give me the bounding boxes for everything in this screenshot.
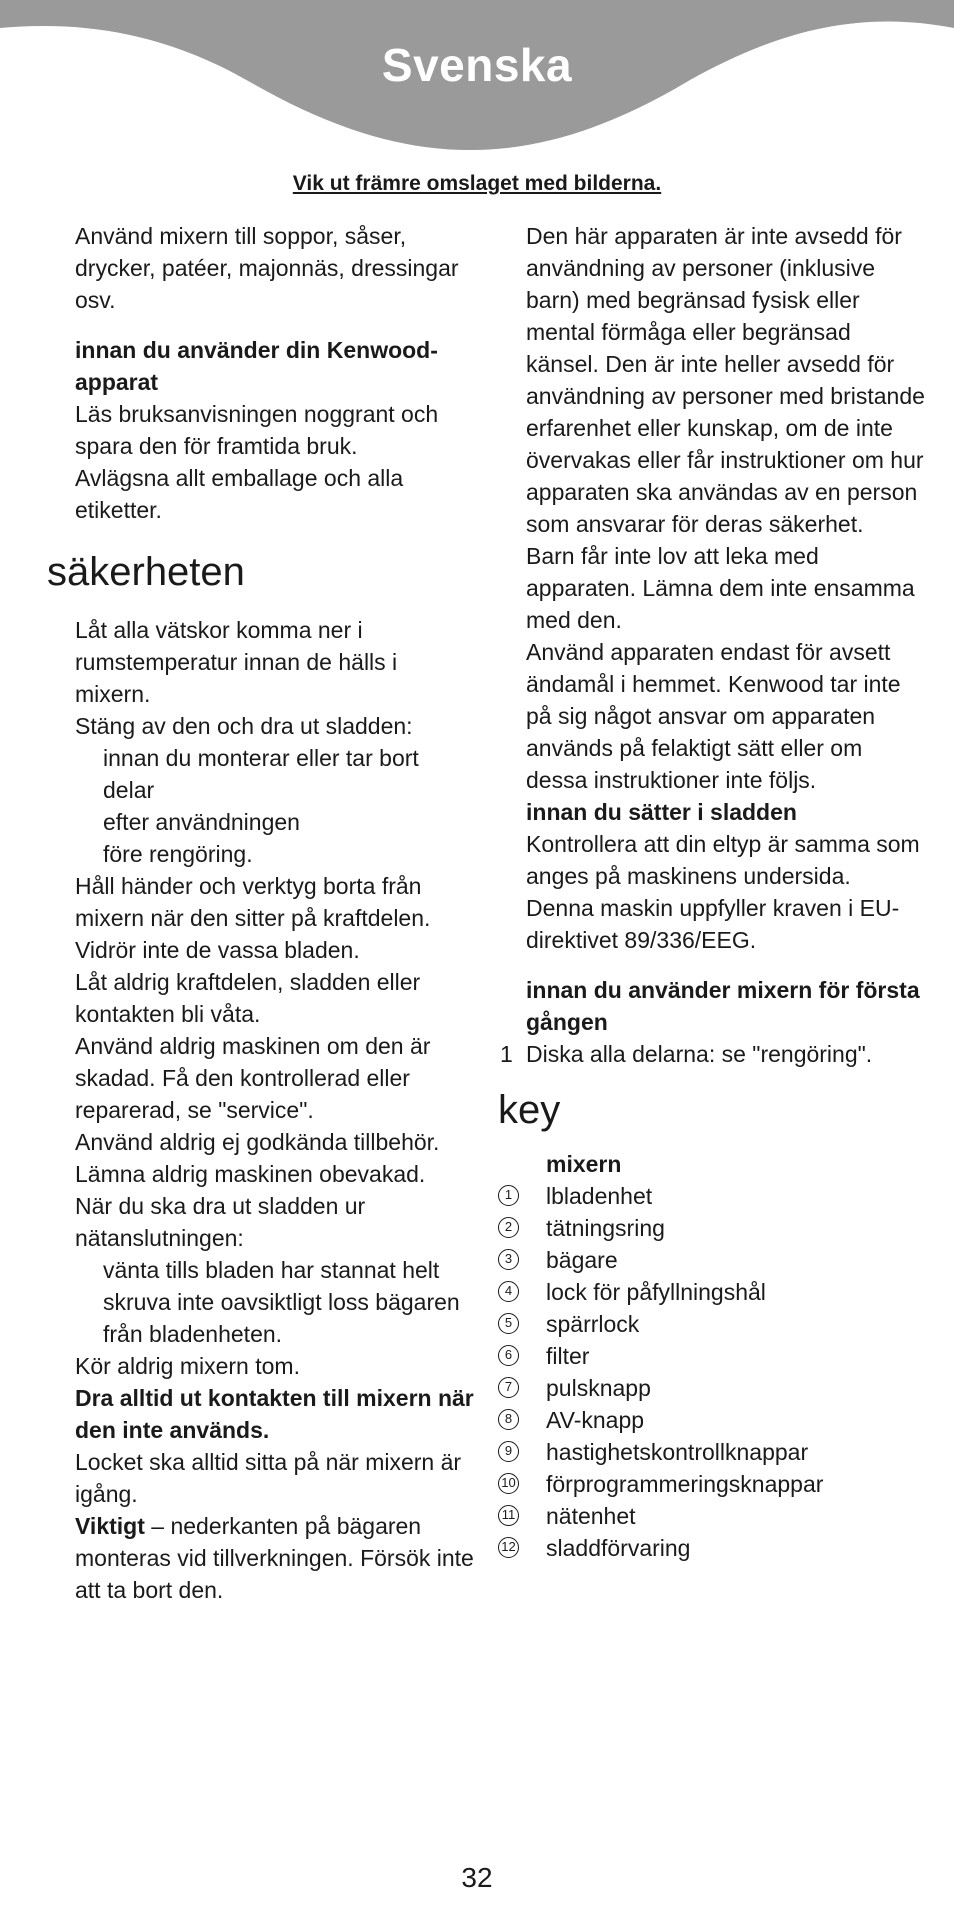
before-use-heading: innan du använder din Kenwood-apparat	[75, 337, 438, 395]
key-label: förprogrammeringsknappar	[546, 1471, 824, 1497]
important-label: Viktigt	[75, 1513, 145, 1539]
key-label: lock för påfyllningshål	[546, 1279, 766, 1305]
key-label: AV-knapp	[546, 1407, 645, 1433]
key-number: 11	[498, 1505, 519, 1526]
key-subheading: mixern	[546, 1151, 622, 1177]
header-banner	[0, 0, 954, 160]
key-label: lbladenhet	[546, 1183, 653, 1209]
safety-item: Stäng av den och dra ut sladden:	[75, 713, 413, 739]
key-item	[504, 1404, 926, 1436]
key-number: 2	[498, 1217, 519, 1238]
plug-heading: innan du sätter i sladden	[526, 799, 797, 825]
key-item	[504, 1244, 926, 1276]
step-text: Diska alla delarna: se "rengöring".	[526, 1041, 873, 1067]
key-number: 6	[498, 1345, 519, 1366]
right-column	[498, 220, 926, 1564]
safety-subitem: innan du monterar eller tar bort delar	[103, 745, 419, 803]
key-number: 4	[498, 1281, 519, 1302]
key-item	[501, 1468, 926, 1500]
key-number: 1	[498, 1185, 519, 1206]
key-item	[504, 1276, 926, 1308]
safety-subitem: före rengöring.	[103, 841, 253, 867]
key-item	[504, 1372, 926, 1404]
safety-item: Kör aldrig mixern tom.	[75, 1353, 300, 1379]
safety-item: Den här apparaten är inte avsedd för användning av personer (inklusive barn) med begränsad fysisk eller mental förmåga eller begränsad känsel. Den är inte heller avsedd för användning av personer med bristande erfarenhet eller kunskap, om de inte övervakas eller får instruktioner om hur apparaten ska användas av en person som ansvarar för deras säkerhet.	[526, 223, 925, 537]
plug-text-2: Denna maskin uppfyller kraven i EU-direktivet 89/336/EEG.	[526, 895, 900, 953]
key-number: 5	[498, 1313, 519, 1334]
safety-subitem: efter användningen	[103, 809, 300, 835]
intro-text: Använd mixern till soppor, såser, drycker, patéer, majonnäs, dressingar osv.	[75, 223, 459, 313]
key-label: filter	[546, 1343, 590, 1369]
key-item	[504, 1308, 926, 1340]
plug-text-1: Kontrollera att din eltyp är samma som anges på maskinens undersida.	[526, 831, 920, 889]
safety-item: Lämna aldrig maskinen obevakad.	[75, 1161, 426, 1187]
fold-out-instruction: Vik ut främre omslaget med bilderna.	[292, 172, 662, 195]
safety-item	[75, 1510, 475, 1606]
key-item	[501, 1532, 926, 1564]
safety-item: Använd apparaten endast för avsett ändamål i hemmet. Kenwood tar inte på sig något ansvar om apparaten används på felaktigt sätt eller om dessa instruktioner inte följs.	[526, 639, 901, 793]
safety-item: Låt alla vätskor komma ner i rumstemperatur innan de hälls i mixern.	[75, 617, 398, 707]
key-item	[501, 1500, 926, 1532]
safety-item: Låt aldrig kraftdelen, sladden eller kontakten bli våta.	[75, 969, 421, 1027]
key-label: bägare	[546, 1247, 618, 1273]
key-number: 12	[498, 1537, 519, 1558]
key-label: tätningsring	[546, 1215, 665, 1241]
safety-warning: Dra alltid ut kontakten till mixern när den inte används.	[75, 1385, 474, 1443]
safety-subitem: vänta tills bladen har stannat helt	[103, 1257, 440, 1283]
before-use-text-1: Läs bruksanvisningen noggrant och spara den för framtida bruk.	[75, 401, 439, 459]
key-label: nätenhet	[546, 1503, 636, 1529]
key-label: pulsknapp	[546, 1375, 651, 1401]
safety-item: Använd aldrig ej godkända tillbehör.	[75, 1129, 440, 1155]
safety-item: Håll händer och verktyg borta från mixern när den sitter på kraftdelen.	[75, 873, 431, 931]
key-heading: key	[498, 1088, 561, 1132]
key-number: 10	[498, 1473, 519, 1494]
before-use-text-2: Avlägsna allt emballage och alla etiketter.	[75, 465, 404, 523]
safety-subitem: skruva inte oavsiktligt loss bägaren från bladenheten.	[103, 1289, 460, 1347]
important-text: – nederkanten på bägaren monteras vid tillverkningen. Försök inte att ta bort den.	[75, 1513, 474, 1603]
key-label: spärrlock	[546, 1311, 640, 1337]
first-use-heading: innan du använder mixern för första gången	[526, 977, 920, 1035]
safety-heading: säkerheten	[47, 550, 245, 594]
safety-item: När du ska dra ut sladden ur nätanslutningen:	[75, 1193, 366, 1251]
key-label: sladdförvaring	[546, 1535, 691, 1561]
key-number: 7	[498, 1377, 519, 1398]
left-column	[47, 220, 475, 1606]
safety-item: Vidrör inte de vassa bladen.	[75, 937, 360, 963]
key-item	[504, 1212, 926, 1244]
key-item	[504, 1340, 926, 1372]
first-use-step	[500, 1038, 926, 1070]
key-item	[504, 1436, 926, 1468]
key-number: 3	[498, 1249, 519, 1270]
key-number: 8	[498, 1409, 519, 1430]
key-label: hastighetskontrollknappar	[546, 1439, 809, 1465]
step-number: 1	[500, 1041, 513, 1067]
key-number: 9	[498, 1441, 519, 1462]
safety-item: Locket ska alltid sitta på när mixern är igång.	[75, 1449, 462, 1507]
key-item	[504, 1180, 926, 1212]
page-number: 32	[461, 1862, 493, 1893]
page-title: Svenska	[381, 39, 573, 91]
safety-item: Använd aldrig maskinen om den är skadad. Få den kontrollerad eller reparerad, se "service".	[75, 1033, 431, 1123]
safety-item: Barn får inte lov att leka med apparaten. Lämna dem inte ensamma med den.	[526, 543, 915, 633]
